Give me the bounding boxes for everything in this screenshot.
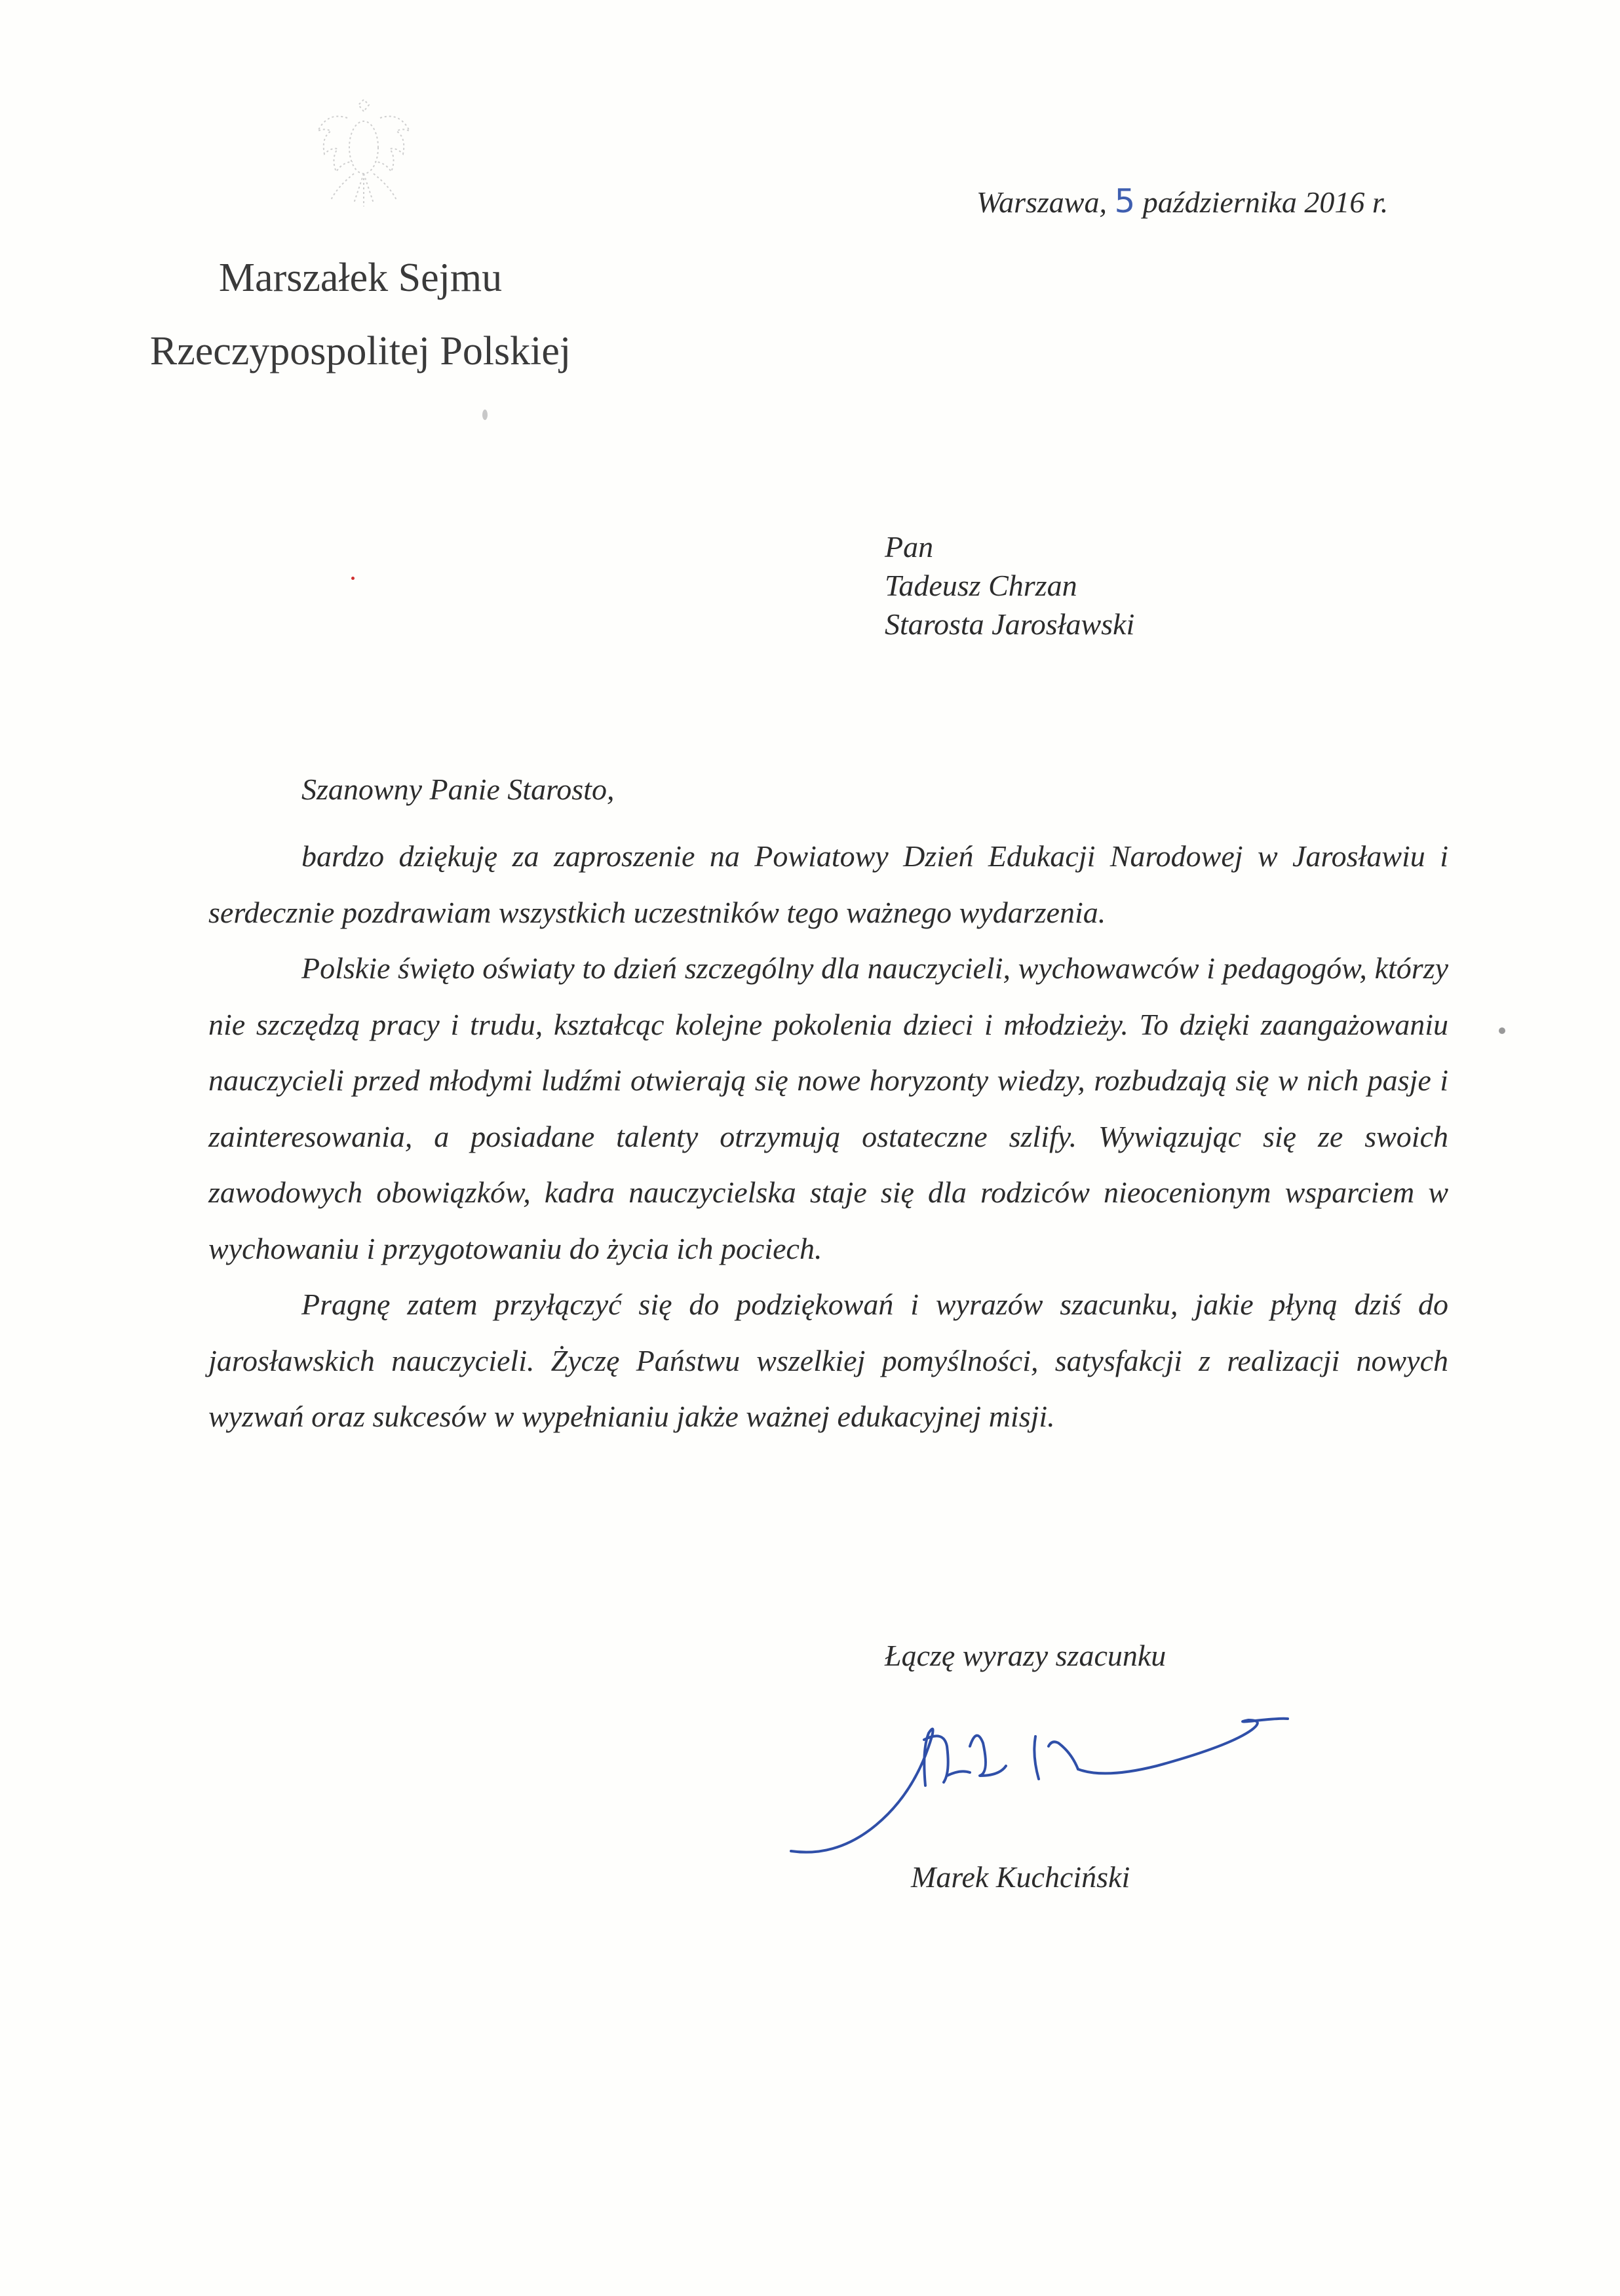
- recipient-name: Tadeusz Chrzan: [885, 569, 1077, 602]
- recipient-block: [885, 527, 1134, 643]
- eagle-emblem-icon: [308, 92, 419, 223]
- paragraph: bardzo dziękuję za zaproszenie na Powiatowy Dzień Edukacji Narodowej w Jarosławiu i serdecznie pozdrawiam wszystkich uczestników tego ważnego wydarzenia.: [208, 839, 1448, 929]
- closing-phrase: Łączę wyrazy szacunku: [885, 1639, 1167, 1672]
- red-speck: [351, 577, 355, 580]
- handwritten-signature: [783, 1697, 1360, 1874]
- letterhead-subtitle: Rzeczypospolitej Polskiej: [149, 329, 571, 373]
- recipient-position: Starosta Jarosławski: [885, 607, 1135, 641]
- letter-body: [208, 828, 1448, 1445]
- letterhead-title: Marszałek Sejmu: [218, 256, 503, 300]
- date-day-handwritten: 5: [1114, 182, 1136, 220]
- paragraph: Polskie święto oświaty to dzień szczególny dla nauczycieli, wychowawców i pedagogów, którzy nie szczędzą pracy i trudu, kształcąc kolejne pokolenia dzieci i młodzieży. To dzięki zaangażowaniu nauczycieli przed młodymi ludźmi otwierają się nowe horyzonty wiedzy, rozbudzają się w nich pasje i zainteresowania, a posiadane talenty otrzymują ostateczne szlify. Wywiązując się ze swoich zawodowych obowiązków, kadra nauczycielska staje się dla rodziców nieocenionym wsparciem w wychowaniu i przygotowaniu do życia ich pociech.: [208, 951, 1448, 1265]
- salutation: Szanowny Panie Starosto,: [301, 773, 615, 806]
- ink-speck: [1499, 1027, 1505, 1034]
- signer-name: Marek Kuchciński: [911, 1860, 1130, 1894]
- date-month-year: października 2016 r.: [1142, 185, 1389, 219]
- paragraph: Pragnę zatem przyłączyć się do podziękowań i wyrazów szacunku, jakie płyną dziś do jarosławskich nauczycieli. Życzę Państwu wszelkiej pomyślności, satysfakcji z realizacji nowych wyzwań oraz sukcesów w wypełnianiu jakże ważnej edukacyjnej misji.: [208, 1288, 1448, 1433]
- letterhead: [131, 241, 590, 388]
- recipient-title: Pan: [885, 530, 934, 564]
- letter-date: [976, 182, 1388, 220]
- ink-speck: [482, 410, 488, 420]
- date-city: Warszawa,: [976, 185, 1107, 219]
